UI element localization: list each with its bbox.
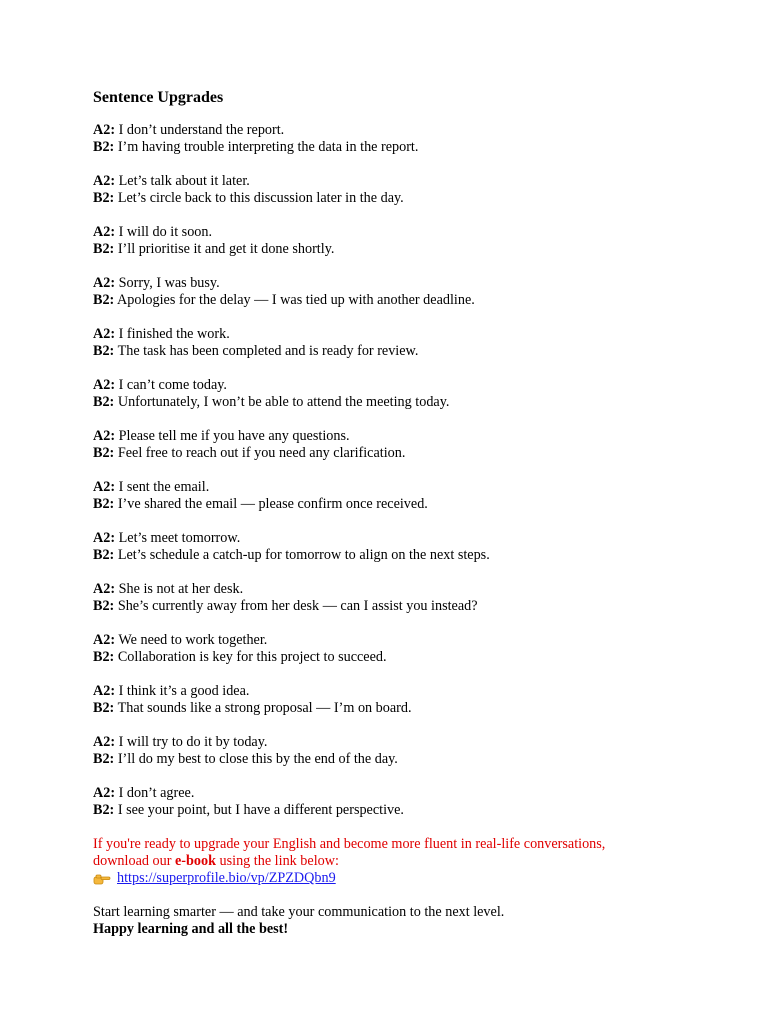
cta-line-2-pre: download our bbox=[93, 853, 175, 869]
b2-text: I see your point, but I have a different perspective. bbox=[117, 802, 404, 818]
a2-text: I will try to do it by today. bbox=[118, 734, 268, 750]
closing-line-1: Start learning smarter — and take your communication to the next level. bbox=[93, 904, 505, 920]
b2-text: Let’s circle back to this discussion later in the day. bbox=[117, 190, 404, 206]
a2-text: Let’s meet tomorrow. bbox=[118, 530, 241, 546]
b2-text: She’s currently away from her desk — can I assist you instead? bbox=[117, 598, 478, 614]
sentence-pair bbox=[93, 581, 733, 615]
b2-label: B2: bbox=[93, 445, 115, 461]
a2-text: I can’t come today. bbox=[118, 377, 227, 393]
sentence-pair bbox=[93, 632, 733, 666]
a2-sentence bbox=[93, 479, 733, 496]
a2-label: A2: bbox=[93, 122, 116, 138]
a2-sentence bbox=[93, 632, 733, 649]
cta-block bbox=[93, 836, 733, 887]
a2-label: A2: bbox=[93, 224, 116, 240]
a2-label: A2: bbox=[93, 530, 116, 546]
a2-sentence bbox=[93, 683, 733, 700]
b2-sentence bbox=[93, 649, 733, 666]
a2-text: I sent the email. bbox=[118, 479, 210, 495]
link-line bbox=[93, 870, 733, 887]
sentence-pair bbox=[93, 479, 733, 513]
pointing-hand-icon bbox=[93, 872, 111, 886]
b2-label: B2: bbox=[93, 802, 115, 818]
b2-sentence bbox=[93, 700, 733, 717]
cta-line-2 bbox=[93, 853, 733, 870]
b2-label: B2: bbox=[93, 292, 115, 308]
a2-text: I don’t understand the report. bbox=[118, 122, 285, 138]
document-page bbox=[93, 88, 733, 938]
b2-sentence bbox=[93, 598, 733, 615]
b2-text: Unfortunately, I won’t be able to attend the meeting today. bbox=[117, 394, 450, 410]
a2-text: I don’t agree. bbox=[118, 785, 195, 801]
a2-sentence bbox=[93, 581, 733, 598]
closing-line-2: Happy learning and all the best! bbox=[93, 921, 289, 937]
b2-text: The task has been completed and is ready for review. bbox=[117, 343, 419, 359]
a2-label: A2: bbox=[93, 632, 116, 648]
b2-label: B2: bbox=[93, 751, 115, 767]
a2-label: A2: bbox=[93, 428, 116, 444]
b2-sentence bbox=[93, 190, 733, 207]
a2-sentence bbox=[93, 785, 733, 802]
b2-sentence bbox=[93, 445, 733, 462]
sentence-pair bbox=[93, 326, 733, 360]
a2-sentence bbox=[93, 122, 733, 139]
sentence-pair bbox=[93, 122, 733, 156]
a2-label: A2: bbox=[93, 734, 116, 750]
sentence-pair bbox=[93, 530, 733, 564]
b2-text: Apologies for the delay — I was tied up with another deadline. bbox=[117, 292, 475, 308]
b2-label: B2: bbox=[93, 241, 115, 257]
b2-label: B2: bbox=[93, 598, 115, 614]
sentence-pair bbox=[93, 224, 733, 258]
a2-text: She is not at her desk. bbox=[118, 581, 244, 597]
b2-text: Let’s schedule a catch-up for tomorrow to align on the next steps. bbox=[117, 547, 490, 563]
a2-text: Please tell me if you have any questions. bbox=[118, 428, 350, 444]
cta-line-2-post: using the link below: bbox=[215, 853, 339, 869]
b2-sentence bbox=[93, 139, 733, 156]
a2-text: I finished the work. bbox=[118, 326, 230, 342]
a2-label: A2: bbox=[93, 479, 116, 495]
a2-sentence bbox=[93, 428, 733, 445]
a2-sentence bbox=[93, 326, 733, 343]
b2-sentence bbox=[93, 496, 733, 513]
b2-text: That sounds like a strong proposal — I’m on board. bbox=[117, 700, 412, 716]
b2-text: I’ve shared the email — please confirm once received. bbox=[117, 496, 428, 512]
b2-text: I’m having trouble interpreting the data in the report. bbox=[117, 139, 419, 155]
a2-label: A2: bbox=[93, 377, 116, 393]
a2-text: I will do it soon. bbox=[118, 224, 213, 240]
ebook-label: e-book bbox=[174, 853, 216, 869]
b2-sentence bbox=[93, 343, 733, 360]
b2-label: B2: bbox=[93, 139, 115, 155]
b2-label: B2: bbox=[93, 190, 115, 206]
a2-label: A2: bbox=[93, 785, 116, 801]
a2-sentence bbox=[93, 224, 733, 241]
b2-sentence bbox=[93, 241, 733, 258]
b2-text: I’ll prioritise it and get it done shortly. bbox=[117, 241, 335, 257]
a2-text: We need to work together. bbox=[118, 632, 268, 648]
sentence-pairs-list bbox=[93, 122, 733, 819]
b2-label: B2: bbox=[93, 649, 115, 665]
sentence-pair bbox=[93, 173, 733, 207]
a2-label: A2: bbox=[93, 683, 116, 699]
sentence-pair bbox=[93, 683, 733, 717]
b2-sentence bbox=[93, 751, 733, 768]
a2-sentence bbox=[93, 173, 733, 190]
sentence-pair bbox=[93, 428, 733, 462]
b2-label: B2: bbox=[93, 547, 115, 563]
b2-text: Collaboration is key for this project to succeed. bbox=[117, 649, 387, 665]
b2-sentence bbox=[93, 802, 733, 819]
a2-text: Let’s talk about it later. bbox=[118, 173, 250, 189]
a2-label: A2: bbox=[93, 173, 116, 189]
b2-sentence bbox=[93, 394, 733, 411]
b2-label: B2: bbox=[93, 343, 115, 359]
a2-text: Sorry, I was busy. bbox=[118, 275, 220, 291]
a2-label: A2: bbox=[93, 326, 116, 342]
a2-sentence bbox=[93, 275, 733, 292]
b2-label: B2: bbox=[93, 496, 115, 512]
a2-label: A2: bbox=[93, 581, 116, 597]
b2-sentence bbox=[93, 292, 733, 309]
b2-label: B2: bbox=[93, 700, 115, 716]
a2-label: A2: bbox=[93, 275, 116, 291]
a2-sentence bbox=[93, 734, 733, 751]
page-title: Sentence Upgrades bbox=[93, 89, 224, 106]
sentence-pair bbox=[93, 377, 733, 411]
b2-text: Feel free to reach out if you need any clarification. bbox=[117, 445, 406, 461]
cta-line-1: If you're ready to upgrade your English and become more fluent in real-life conversations, bbox=[93, 836, 606, 852]
a2-sentence bbox=[93, 530, 733, 547]
b2-text: I’ll do my best to close this by the end of the day. bbox=[117, 751, 398, 767]
b2-label: B2: bbox=[93, 394, 115, 410]
sentence-pair bbox=[93, 275, 733, 309]
sentence-pair bbox=[93, 734, 733, 768]
sentence-pair bbox=[93, 785, 733, 819]
a2-text: I think it’s a good idea. bbox=[118, 683, 250, 699]
closing-block bbox=[93, 904, 733, 938]
b2-sentence bbox=[93, 547, 733, 564]
a2-sentence bbox=[93, 377, 733, 394]
ebook-link[interactable]: https://superprofile.bio/vp/ZPZDQbn9 bbox=[117, 870, 336, 886]
